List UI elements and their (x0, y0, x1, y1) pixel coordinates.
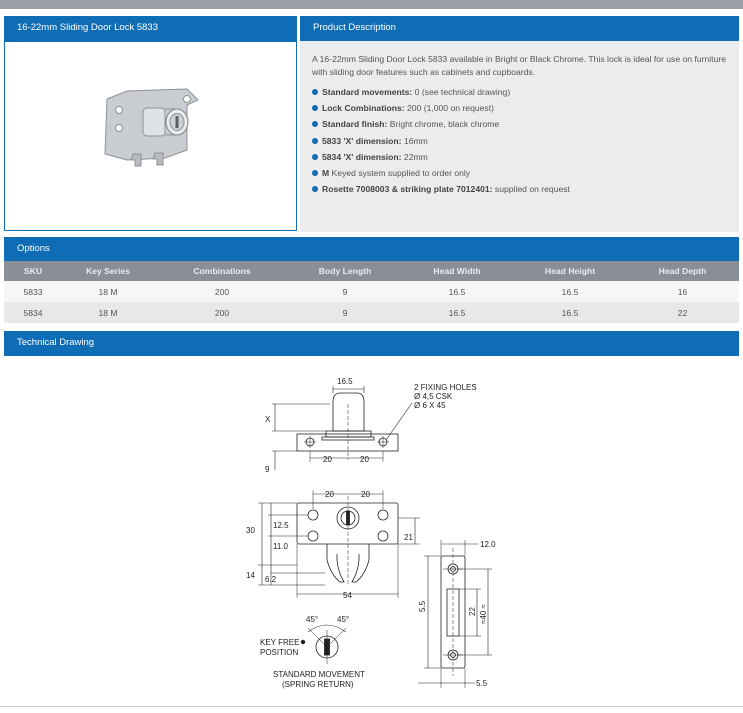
product-image (5, 42, 296, 230)
cell: 16.5 (514, 302, 626, 323)
dim-thirty: 30 (246, 526, 255, 535)
dim-six-two: 6.2 (265, 575, 277, 584)
dim-twenty-d: 20 (361, 490, 370, 499)
product-title: 16-22mm Sliding Door Lock 5833 (17, 22, 158, 33)
feature-item: Standard movements: 0 (see technical drawing) (312, 84, 727, 100)
top-bar (0, 0, 743, 9)
key-free-label-1: KEY FREE (260, 638, 300, 647)
cell: 9 (290, 302, 400, 323)
dim-five-five-vertical: 5.5 (418, 600, 427, 612)
dim-forty: ≈40 ≈ (479, 604, 488, 624)
dim-twenty-a: 20 (323, 455, 332, 464)
key-free-label-2: POSITION (260, 648, 299, 657)
fixing-holes-label-1: 2 FIXING HOLES (414, 383, 477, 392)
options-header-label: Options (17, 243, 50, 254)
cell: 18 M (62, 302, 154, 323)
col-combinations: Combinations (154, 261, 290, 281)
dim-twelve: 12.0 (480, 540, 496, 549)
description-header-label: Product Description (313, 22, 396, 33)
feature-item: 5834 'X' dimension: 22mm (312, 149, 727, 165)
cell: 5834 (4, 302, 62, 323)
options-table (4, 261, 739, 323)
product-title-header (4, 16, 297, 41)
description-header (300, 16, 739, 41)
technical-drawing (0, 356, 743, 706)
col-head-width: Head Width (400, 261, 514, 281)
standard-movement-label-1: STANDARD MOVEMENT (273, 670, 365, 679)
cell: 16.5 (514, 281, 626, 302)
dim-twenty-b: 20 (360, 455, 369, 464)
feature-item: Lock Combinations: 200 (1,000 on request) (312, 100, 727, 116)
product-image-box (4, 41, 297, 231)
description-box (300, 41, 739, 232)
feature-item: Rosette 7008003 & striking plate 7012401: supplied on request (312, 181, 727, 197)
dim-x: X (265, 415, 271, 424)
feature-item: 5833 'X' dimension: 16mm (312, 133, 727, 149)
dim-twentyone: 21 (404, 533, 413, 542)
fixing-holes-label-3: Ø 6 X 45 (414, 401, 446, 410)
dim-twelve-five: 12.5 (273, 521, 289, 530)
col-head-depth: Head Depth (626, 261, 739, 281)
dim-twenty-c: 20 (325, 490, 334, 499)
cell: 16.5 (400, 281, 514, 302)
col-sku: SKU (4, 261, 62, 281)
cell: 9 (290, 281, 400, 302)
col-body-length: Body Length (290, 261, 400, 281)
table-row (4, 281, 739, 302)
key-position-view (301, 625, 346, 664)
dim-five-five-horizontal: 5.5 (476, 679, 488, 688)
options-header (4, 237, 739, 261)
feature-list (312, 84, 727, 197)
col-key-series: Key Series (62, 261, 154, 281)
dim-nine: 9 (265, 465, 270, 474)
technical-header (4, 331, 739, 356)
col-head-height: Head Height (514, 261, 626, 281)
fixing-holes-label-2: Ø 4,5 CSK (414, 392, 453, 401)
angle-forty-five-a: 45° (306, 615, 319, 624)
cell: 200 (154, 281, 290, 302)
standard-movement-label-2: (SPRING RETURN) (282, 680, 354, 689)
feature-item: Standard finish: Bright chrome, black chrome (312, 116, 727, 132)
cell: 5833 (4, 281, 62, 302)
dim-fiftyfour: 54 (343, 591, 352, 600)
angle-forty-five-b: 45° (337, 615, 350, 624)
dim-top-width: 16.5 (337, 377, 353, 386)
footer-divider (0, 706, 743, 707)
technical-header-label: Technical Drawing (17, 337, 95, 348)
cell: 16 (626, 281, 739, 302)
cell: 18 M (62, 281, 154, 302)
table-row (4, 302, 739, 323)
cell: 200 (154, 302, 290, 323)
dim-eleven: 11.0 (273, 542, 288, 551)
description-text: A 16-22mm Sliding Door Lock 5833 available in Bright or Black Chrome. This lock is ideal for use on furniture with sliding door features such as cabinets and cupboards. (312, 54, 726, 77)
top-view (272, 386, 412, 470)
options-header-row (4, 261, 739, 281)
feature-item: M Keyed system supplied to order only (312, 165, 727, 181)
cell: 22 (626, 302, 739, 323)
dim-fourteen: 14 (246, 571, 255, 580)
cell: 16.5 (400, 302, 514, 323)
dim-twentytwo: 22 (468, 607, 477, 616)
